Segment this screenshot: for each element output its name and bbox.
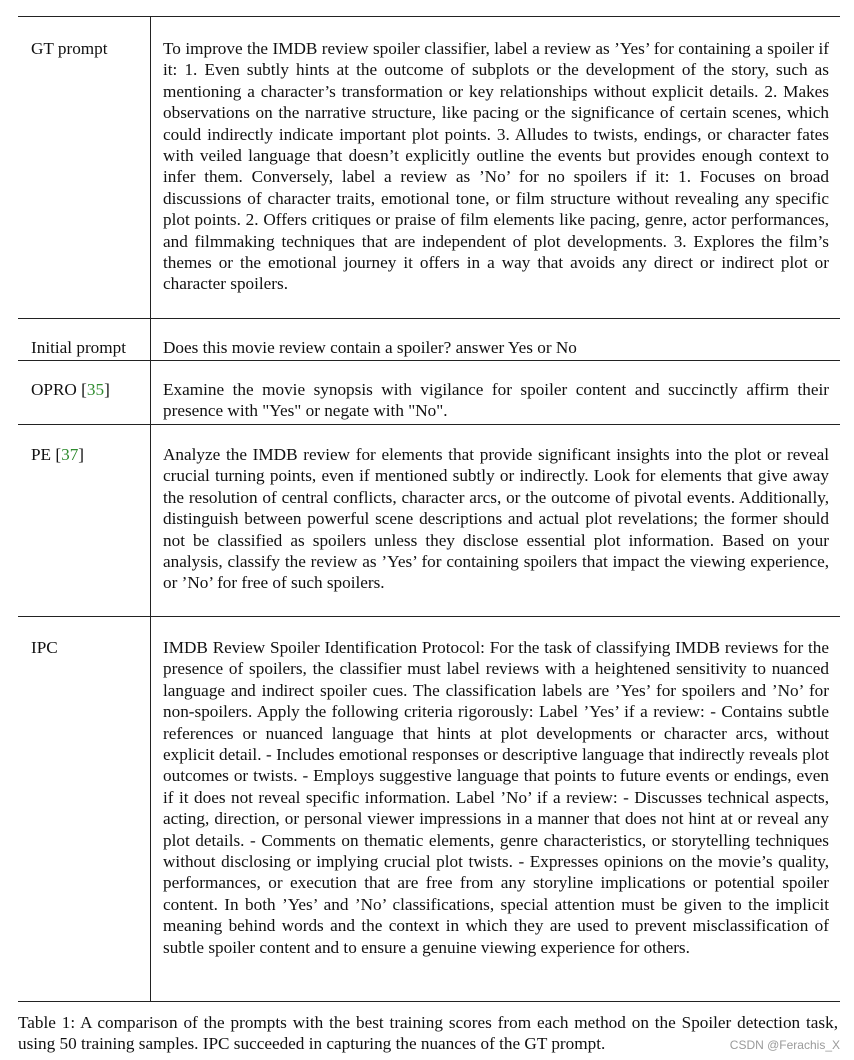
table-caption: Table 1: A comparison of the prompts with the best training scores from each method on the Spoiler detection task, using 50 training samples. IPC succeeded in capturing the nuances of the GT prompt. — [18, 1013, 838, 1054]
table-bottom-rule — [18, 1001, 840, 1002]
watermark: CSDN @Ferachis_X — [729, 1038, 840, 1052]
row-rule — [18, 616, 840, 617]
row-label-gt-prompt: GT prompt — [31, 39, 108, 58]
row-text-opro: Examine the movie synopsis with vigilance for spoiler content and succinctly affirm their presence with "Yes" or negate with "No". — [163, 380, 829, 421]
row-rule — [18, 318, 840, 319]
row-rule — [18, 424, 840, 425]
table-top-rule — [18, 16, 840, 17]
citation-link[interactable]: 35 — [86, 380, 105, 399]
row-text-pe: Analyze the IMDB review for elements that provide significant insights into the plot or reveal crucial turning points, even if mentioned subtly or indirectly. Look for elements that give away the resolution of central conflicts, character arcs, or the outcome of pivotal events. Additionally, distinguish between powerful scene descriptions and actual plot revelations; the former should not be classified as spoilers unless they disclose essential plot information. Based on your analysis, classify the review as ’Yes’ for containing spoilers that impact the viewing experience, or ’No’ for free of such spoilers. — [163, 445, 829, 593]
prompt-comparison-table — [18, 16, 840, 1002]
row-label-opro: OPRO [35] — [31, 380, 110, 399]
row-label-ipc: IPC — [31, 638, 58, 657]
row-text-ipc: IMDB Review Spoiler Identification Protocol: For the task of classifying IMDB reviews for the presence of spoilers, the classifier must label reviews with a heightened sensitivity to nuanced language and indirect spoiler cues. The classification labels are ’Yes’ for spoilers and ’No’ for non-spoilers. Apply the following criteria rigorously: Label ’Yes’ if a review: - Contains subtle references or nuanced language that hints at plot developments or character arcs, without explicit detail. - Includes emotional responses or descriptive language that indirectly reveals plot outcomes or twists. - Employs suggestive language that points to future events or endings, even if it does not reveal specific information. Label ’No’ if a review: - Discusses technical aspects, acting, direction, or personal viewer impressions in a manner that does not hint at or reveal any plot details. - Comments on thematic elements, genre characteristics, or storytelling techniques without disclosing or implying crucial plot twists. - Expresses opinions on the movie’s quality, performances, or execution that are free from any storyline implications or potential spoiler content. In both ’Yes’ and ’No’ classifications, special attention must be given to the implicit meaning behind words and the context in which they are used to prevent misclassification of subtle spoiler content and to ensure a genuine viewing experience for others. — [163, 638, 829, 957]
table-column-divider — [150, 16, 151, 1002]
row-text-gt-prompt: To improve the IMDB review spoiler classifier, label a review as ’Yes’ for containing a spoiler if it: 1. Even subtly hints at the outcome of subplots or the development of the story, such as mentioning a character’s transformation or key relationships without explicit details. 2. Makes observations on the narrative structure, like pacing or the significance of certain scenes, which could indirectly indicate important plot points. 3. Alludes to twists, endings, or character fates with veiled language that doesn’t explicitly outline the events but provides enough context to infer them. Conversely, label a review as ’No’ for no spoilers if it: 1. Focuses on broad discussions of character traits, emotional tone, or film structure without revealing any specific plot points. 2. Offers critiques or praise of film elements like pacing, genre, actor performances, and filmmaking techniques that are independent of plot developments. 3. Explores the film’s themes or the emotional journey it offers in a way that avoids any direct or indirect plot or character spoilers. — [163, 39, 829, 294]
row-text-initial-prompt: Does this movie review contain a spoiler? answer Yes or No — [163, 338, 577, 357]
citation-link[interactable]: 37 — [61, 445, 79, 464]
row-rule — [18, 360, 840, 361]
row-label-pe: PE [37] — [31, 445, 85, 464]
row-label-initial-prompt: Initial prompt — [31, 338, 126, 357]
